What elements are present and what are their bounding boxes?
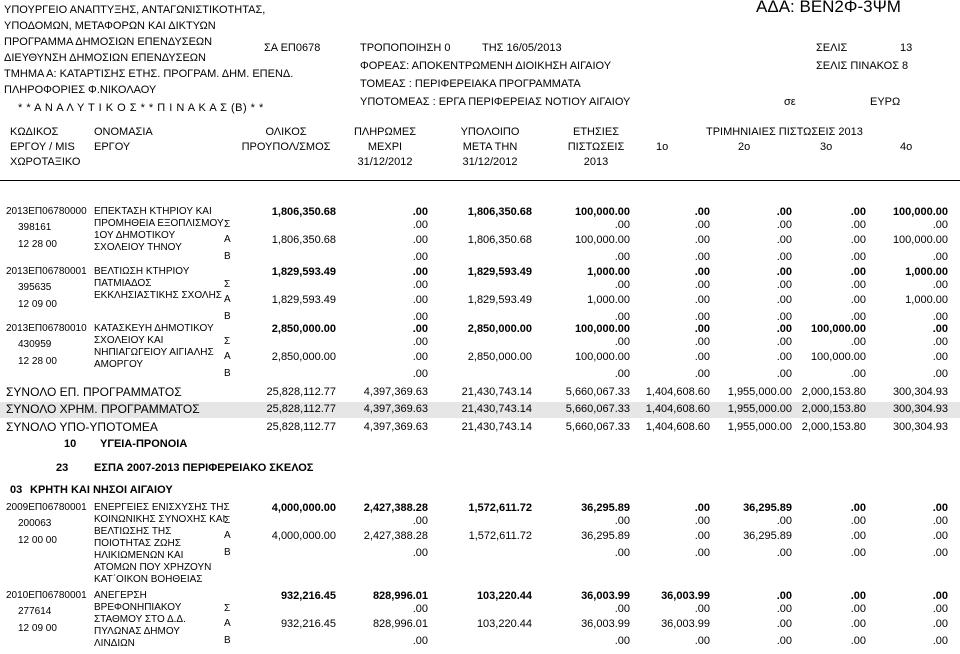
value-cell: .00 xyxy=(614,219,630,231)
project-name-line: ΒΡΕΦΟΝΗΠΙΑΚΟΥ xyxy=(94,602,182,613)
value-cell: .00 xyxy=(850,618,866,630)
project-name-line: ΕΝΕΡΓΕΙΕΣ ΕΝΙΣΧΥΣΗΣ ΤΗΣ xyxy=(94,502,230,513)
value-cell: .00 xyxy=(694,294,710,306)
project-name-line: ΠΟΙΟΤΗΤΑΣ ΖΩΗΣ xyxy=(94,538,181,549)
foreas: ΦΟΡΕΑΣ: ΑΠΟΚΕΝΤΡΩΜΕΝΗ ΔΙΟΙΚΗΣΗ ΑΙΓΑΙΟΥ xyxy=(360,60,612,72)
value-cell: .00 xyxy=(694,336,710,348)
value-cell: .00 xyxy=(694,530,710,542)
value-cell: .00 xyxy=(776,323,792,335)
total-value: 1,404,608.60 xyxy=(645,386,710,398)
project-name-line: ΑΤΟΜΩΝ ΠΟΥ ΧΡΗΖΟΥΝ xyxy=(94,562,212,573)
project-code: 2013ΕΠ06780000 xyxy=(6,206,87,217)
total-value: 4,397,369.63 xyxy=(363,421,428,433)
row-type-marker: Σ xyxy=(224,336,231,347)
currency-prefix: σε xyxy=(784,96,796,108)
value-cell: .00 xyxy=(776,618,792,630)
project-mis: 395635 xyxy=(18,282,52,293)
section-23-title: ΕΣΠΑ 2007-2013 ΠΕΡΙΦΕΡΕΙΑΚΟ ΣΚΕΛΟΣ xyxy=(94,462,314,474)
row-type-marker: Α xyxy=(224,618,231,629)
value-cell: .00 xyxy=(694,515,710,527)
project-name-line: ΣΧΟΛΕΙΟΥ ΚΑΙ xyxy=(94,335,164,346)
project-name-line: ΕΚΚΛΗΣΙΑΣΤΙΚΗΣ ΣΧΟΛΗΣ xyxy=(94,290,222,301)
value-cell: .00 xyxy=(850,515,866,527)
value-cell: .00 xyxy=(776,251,792,263)
row-type-marker: Σ xyxy=(224,603,231,614)
header-rule xyxy=(0,180,960,181)
project-name-line: ΠΑΤΜΙΑΔΟΣ xyxy=(94,278,152,289)
total-value: 1,404,608.60 xyxy=(645,421,710,433)
row-type-marker: Α xyxy=(224,530,231,541)
value-cell: 1,829,593.49 xyxy=(271,266,336,278)
value-cell: 36,003.99 xyxy=(581,618,630,630)
value-cell: .00 xyxy=(614,311,630,323)
value-cell: .00 xyxy=(850,635,866,647)
project-name-line: ΕΠΕΚΤΑΣΗ ΚΤΗΡΙΟΥ ΚΑΙ xyxy=(94,206,212,217)
project-name-line: ΝΗΠΙΑΓΩΓΕΙΟΥ ΑΙΓΙΑΛΗΣ xyxy=(94,347,214,358)
section-03-title: ΚΡΗΤΗ ΚΑΙ ΝΗΣΟΙ ΑΙΓΑΙΟΥ xyxy=(30,484,173,496)
value-cell: 4,000,000.00 xyxy=(271,502,336,514)
total-value: 5,660,067.33 xyxy=(565,421,630,433)
value-cell: 1,000.00 xyxy=(587,266,630,278)
value-cell: .00 xyxy=(614,251,630,263)
value-cell: .00 xyxy=(694,311,710,323)
project-name-line: ΑΜΟΡΓΟΥ xyxy=(94,359,144,370)
value-cell: .00 xyxy=(932,603,948,615)
value-cell: .00 xyxy=(850,206,866,218)
value-cell: 36,295.89 xyxy=(743,502,792,514)
value-cell: .00 xyxy=(776,266,792,278)
col-code-2: ΕΡΓΟΥ / MIS xyxy=(10,141,75,153)
value-cell: .00 xyxy=(932,635,948,647)
tropopoiisi: ΤΡΟΠΟΠΟΙΗΣΗ 0 xyxy=(360,42,451,54)
project-mis: 398161 xyxy=(18,222,52,233)
value-cell: .00 xyxy=(412,323,428,335)
row-type-marker: Β xyxy=(224,311,231,322)
col-remaining-3: 31/12/2012 xyxy=(462,156,518,168)
value-cell: 1,829,593.49 xyxy=(271,294,336,306)
total-value: 300,304.93 xyxy=(892,386,948,398)
row-type-marker: Α xyxy=(224,234,231,245)
value-cell: .00 xyxy=(932,530,948,542)
row-type-marker: Σ xyxy=(224,515,231,526)
value-cell: 103,220.44 xyxy=(476,618,532,630)
col-name-1: ΟΝΟΜΑΣΙΑ xyxy=(94,126,153,138)
col-budget-1: ΟΛΙΚΟΣ xyxy=(265,126,307,138)
col-quarterly: ΤΡΙΜΗΝΙΑΙΕΣ ΠΙΣΤΩΣΕΙΣ 2013 xyxy=(706,126,863,138)
total-value: 1,955,000.00 xyxy=(727,386,792,398)
total-value: 21,430,743.14 xyxy=(461,386,532,398)
total-value: 5,660,067.33 xyxy=(565,386,630,398)
tomeas: ΤΟΜΕΑΣ : ΠΕΡΙΦΕΡΕΙΑΚΑ ΠΡΟΓΡΑΜΜΑΤΑ xyxy=(360,78,581,90)
value-cell: .00 xyxy=(932,336,948,348)
total-value: 25,828,112.77 xyxy=(266,403,336,415)
col-annual-2: ΠΙΣΤΩΣΕΙΣ xyxy=(567,141,625,153)
value-cell: 103,220.44 xyxy=(476,590,532,602)
value-cell: 36,003.99 xyxy=(581,590,630,602)
value-cell: .00 xyxy=(412,294,428,306)
value-cell: .00 xyxy=(694,266,710,278)
row-type-marker: Α xyxy=(224,294,231,305)
selis-pinakos-label: ΣΕΛΙΣ ΠΙΝΑΚΟΣ xyxy=(816,60,900,72)
currency-label: ΕΥΡΩ xyxy=(870,96,901,108)
total-value: 4,397,369.63 xyxy=(363,386,428,398)
value-cell: 36,003.99 xyxy=(661,618,710,630)
project-name-line: ΗΛΙΚΙΩΜΕΝΩΝ ΚΑΙ xyxy=(94,550,184,561)
value-cell: .00 xyxy=(412,515,428,527)
project-mis: 277614 xyxy=(18,606,52,617)
ministry-line-1: ΥΠΟΥΡΓΕΙΟ ΑΝΑΠΤΥΞΗΣ, ΑΝΤΑΓΩΝΙΣΤΙΚΟΤΗΤΑΣ, xyxy=(4,4,266,16)
ministry-line-4: ΔΙΕΥΘΥΝΣΗ ΔΗΜΟΣΙΩΝ ΕΠΕΝΔΥΣΕΩΝ xyxy=(4,52,206,64)
col-paid-1: ΠΛΗΡΩΜΕΣ xyxy=(353,126,417,138)
value-cell: .00 xyxy=(850,368,866,380)
project-mis: 430959 xyxy=(18,339,52,350)
value-cell: 2,427,388.28 xyxy=(363,502,428,514)
value-cell: 100,000.00 xyxy=(574,206,630,218)
value-cell: .00 xyxy=(932,515,948,527)
value-cell: .00 xyxy=(776,279,792,291)
value-cell: 1,829,593.49 xyxy=(467,266,532,278)
value-cell: .00 xyxy=(776,294,792,306)
value-cell: .00 xyxy=(776,351,792,363)
total-value: 2,000,153.80 xyxy=(801,403,866,415)
project-code: 2013ΕΠ06780010 xyxy=(6,323,87,334)
row-type-marker: Α xyxy=(224,351,231,362)
value-cell: 2,850,000.00 xyxy=(467,351,532,363)
project-name-line: ΚΑΤ΄ΟΙΚΟΝ ΒΟΗΘΕΙΑΣ xyxy=(94,574,203,585)
value-cell: 828,996.01 xyxy=(372,618,428,630)
value-cell: .00 xyxy=(776,368,792,380)
value-cell: .00 xyxy=(694,603,710,615)
project-area: 12 09 00 xyxy=(18,299,57,310)
value-cell: 36,295.89 xyxy=(581,530,630,542)
value-cell: 4,000,000.00 xyxy=(271,530,336,542)
total-value: 4,397,369.63 xyxy=(363,403,428,415)
project-mis: 200063 xyxy=(18,518,52,529)
value-cell: .00 xyxy=(932,323,948,335)
row-type-marker: Β xyxy=(224,635,231,646)
value-cell: 828,996.01 xyxy=(372,590,428,602)
value-cell: 1,000.00 xyxy=(587,294,630,306)
value-cell: .00 xyxy=(412,219,428,231)
value-cell: .00 xyxy=(614,368,630,380)
value-cell: .00 xyxy=(932,219,948,231)
value-cell: .00 xyxy=(850,603,866,615)
col-paid-2: ΜΕΧΡΙ xyxy=(367,141,403,153)
project-name-line: ΒΕΛΤΙΩΣΗΣ ΤΗΣ xyxy=(94,526,172,537)
project-name-line: ΚΟΙΝΩΝΙΚΗΣ ΣΥΝΟΧΗΣ ΚΑΙ xyxy=(94,514,226,525)
ministry-line-6: ΠΛΗΡΟΦΟΡΙΕΣ Φ.ΝΙΚΟΛΑΟΥ xyxy=(4,84,157,96)
value-cell: .00 xyxy=(932,547,948,559)
project-area: 12 28 00 xyxy=(18,356,57,367)
value-cell: .00 xyxy=(614,515,630,527)
value-cell: 1,829,593.49 xyxy=(467,294,532,306)
project-name-line: ΠΡΟΜΗΘΕΙΑ ΕΞΟΠΛΙΣΜΟΥ xyxy=(94,218,224,229)
total-label: ΣΥΝΟΛΟ ΧΡΗΜ. ΠΡΟΓΡΑΜΜΑΤΟΣ xyxy=(6,402,200,416)
value-cell: .00 xyxy=(614,279,630,291)
value-cell: 100,000.00 xyxy=(574,323,630,335)
value-cell: 932,216.45 xyxy=(280,590,336,602)
col-q4: 4ο xyxy=(900,141,913,153)
value-cell: .00 xyxy=(850,530,866,542)
value-cell: 100,000.00 xyxy=(574,234,630,246)
value-cell: .00 xyxy=(412,603,428,615)
value-cell: 1,000.00 xyxy=(905,294,948,306)
project-code: 2009ΕΠ06780001 xyxy=(6,502,87,513)
value-cell: .00 xyxy=(694,502,710,514)
value-cell: .00 xyxy=(850,219,866,231)
section-23-num: 23 xyxy=(56,462,69,474)
sa-code: ΣΑ ΕΠ0678 xyxy=(264,42,321,54)
value-cell: .00 xyxy=(694,279,710,291)
ministry-line-3: ΠΡΟΓΡΑΜΜΑ ΔΗΜΟΣΙΩΝ ΕΠΕΝΔΥΣΕΩΝ xyxy=(4,36,213,48)
col-q3: 3ο xyxy=(820,141,833,153)
ypotomeas: ΥΠΟΤΟΜΕΑΣ : ΕΡΓΑ ΠΕΡΙΦΕΡΕΙΑΣ ΝΟΤΙΟΥ ΑΙΓΑΙΟΥ xyxy=(360,96,631,108)
total-value: 2,000,153.80 xyxy=(801,421,866,433)
col-remaining-2: ΜΕΤΑ ΤΗΝ xyxy=(462,141,518,153)
selis-pinakos-value: 8 xyxy=(902,60,909,72)
value-cell: .00 xyxy=(412,547,428,559)
value-cell: 2,850,000.00 xyxy=(467,323,532,335)
value-cell: 1,806,350.68 xyxy=(271,206,336,218)
value-cell: 100,000.00 xyxy=(892,206,948,218)
total-value: 25,828,112.77 xyxy=(266,386,336,398)
project-name-line: ΑΝΕΓΕΡΣΗ xyxy=(94,590,147,601)
value-cell: .00 xyxy=(932,502,948,514)
value-cell: .00 xyxy=(694,219,710,231)
project-name-line: ΠΥΛΩΝΑΣ ΔΗΜΟΥ xyxy=(94,626,180,637)
section-03-num: 03 xyxy=(10,484,23,496)
total-value: 300,304.93 xyxy=(892,403,948,415)
col-q1: 1ο xyxy=(656,141,669,153)
value-cell: .00 xyxy=(776,635,792,647)
value-cell: .00 xyxy=(412,336,428,348)
value-cell: 1,572,611.72 xyxy=(468,502,532,514)
value-cell: .00 xyxy=(850,336,866,348)
section-10-num: 10 xyxy=(64,438,77,450)
value-cell: .00 xyxy=(614,547,630,559)
value-cell: 1,806,350.68 xyxy=(271,234,336,246)
row-type-marker: Σ xyxy=(224,219,231,230)
value-cell: .00 xyxy=(776,547,792,559)
total-value: 2,000,153.80 xyxy=(801,386,866,398)
col-remaining-1: ΥΠΟΛΟΙΠΟ xyxy=(460,126,520,138)
total-value: 21,430,743.14 xyxy=(461,421,532,433)
col-budget-2: ΠΡΟΥΠΟΛ/ΣΜΟΣ xyxy=(241,141,331,153)
col-name-2: ΕΡΓΟΥ xyxy=(94,141,131,153)
value-cell: .00 xyxy=(412,635,428,647)
value-cell: .00 xyxy=(694,323,710,335)
value-cell: .00 xyxy=(850,279,866,291)
total-value: 21,430,743.14 xyxy=(461,403,532,415)
value-cell: .00 xyxy=(694,206,710,218)
value-cell: 1,572,611.72 xyxy=(468,530,532,542)
total-label: ΣΥΝΟΛΟ ΕΠ. ΠΡΟΓΡΑΜΜΑΤΟΣ xyxy=(6,385,182,399)
row-type-marker: Β xyxy=(224,368,231,379)
value-cell: 100,000.00 xyxy=(892,234,948,246)
col-code-1: ΚΩΔΙΚΟΣ xyxy=(10,126,59,138)
value-cell: .00 xyxy=(614,635,630,647)
value-cell: .00 xyxy=(776,515,792,527)
value-cell: .00 xyxy=(412,368,428,380)
value-cell: .00 xyxy=(932,279,948,291)
value-cell: .00 xyxy=(694,351,710,363)
total-value: 25,828,112.77 xyxy=(266,421,336,433)
total-value: 1,404,608.60 xyxy=(645,403,710,415)
value-cell: .00 xyxy=(932,251,948,263)
selis-label: ΣΕΛΙΣ xyxy=(816,42,848,54)
project-name-line: ΣΧΟΛΕΙΟΥ ΤΗΝΟΥ xyxy=(94,242,182,253)
total-value: 1,955,000.00 xyxy=(727,403,792,415)
value-cell: .00 xyxy=(850,234,866,246)
value-cell: .00 xyxy=(412,266,428,278)
col-paid-3: 31/12/2012 xyxy=(357,156,413,168)
selis-value: 13 xyxy=(900,42,913,54)
value-cell: .00 xyxy=(776,206,792,218)
row-type-marker: Σ xyxy=(224,279,231,290)
col-q2: 2ο xyxy=(738,141,751,153)
value-cell: .00 xyxy=(776,590,792,602)
col-code-3: ΧΩΡΟΤΑΞΙΚΟ xyxy=(10,156,81,168)
value-cell: .00 xyxy=(412,311,428,323)
value-cell: .00 xyxy=(850,266,866,278)
value-cell: .00 xyxy=(932,618,948,630)
value-cell: .00 xyxy=(850,294,866,306)
value-cell: .00 xyxy=(694,234,710,246)
col-annual-3: 2013 xyxy=(583,156,609,168)
row-type-marker: Β xyxy=(224,251,231,262)
value-cell: .00 xyxy=(776,603,792,615)
value-cell: .00 xyxy=(850,311,866,323)
analysis-title: * * Α Ν Α Λ Υ Τ Ι Κ Ο Σ * * Π Ι Ν Α Κ Α Σ (Β) * * xyxy=(18,102,264,114)
project-name-line: ΒΕΛΤΙΩΣΗ ΚΤΗΡΙΟΥ xyxy=(94,266,190,277)
value-cell: 1,000.00 xyxy=(905,266,948,278)
total-value: 5,660,067.33 xyxy=(565,403,630,415)
col-annual-1: ΕΤΗΣΙΕΣ xyxy=(573,126,619,138)
value-cell: .00 xyxy=(694,368,710,380)
value-cell: 2,850,000.00 xyxy=(271,351,336,363)
row-type-marker: Β xyxy=(224,547,231,558)
ministry-line-5: ΤΜΗΜΑ Α: ΚΑΤΑΡΤΙΣΗΣ ΕΤΗΣ. ΠΡΟΓΡΑΜ. ΔΗΜ. ΕΠΕΝΔ. xyxy=(4,68,294,80)
project-name-line: ΛΙΝΔΙΩΝ xyxy=(94,638,135,649)
value-cell: .00 xyxy=(932,368,948,380)
value-cell: .00 xyxy=(776,234,792,246)
value-cell: .00 xyxy=(412,351,428,363)
value-cell: .00 xyxy=(850,590,866,602)
value-cell: 1,806,350.68 xyxy=(467,206,532,218)
total-value: 1,955,000.00 xyxy=(727,421,792,433)
value-cell: .00 xyxy=(850,547,866,559)
value-cell: .00 xyxy=(776,336,792,348)
value-cell: .00 xyxy=(694,251,710,263)
tropopoiisi-date: ΤΗΣ 16/05/2013 xyxy=(482,42,562,54)
total-value: 300,304.93 xyxy=(892,421,948,433)
value-cell: .00 xyxy=(412,206,428,218)
value-cell: .00 xyxy=(412,279,428,291)
value-cell: .00 xyxy=(850,502,866,514)
value-cell: 36,295.89 xyxy=(581,502,630,514)
value-cell: .00 xyxy=(932,590,948,602)
value-cell: .00 xyxy=(614,603,630,615)
value-cell: .00 xyxy=(850,251,866,263)
value-cell: .00 xyxy=(694,547,710,559)
project-area: 12 09 00 xyxy=(18,623,57,634)
value-cell: .00 xyxy=(694,635,710,647)
value-cell: 100,000.00 xyxy=(574,351,630,363)
value-cell: .00 xyxy=(932,311,948,323)
project-name-line: 1ΟΥ ΔΗΜΟΤΙΚΟΥ xyxy=(94,230,176,241)
value-cell: 36,003.99 xyxy=(661,590,710,602)
value-cell: 2,850,000.00 xyxy=(271,323,336,335)
ministry-line-2: ΥΠΟΔΟΜΩΝ, ΜΕΤΑΦΟΡΩΝ ΚΑΙ ΔΙΚΤΥΩΝ xyxy=(4,20,216,32)
project-code: 2010ΕΠ06780001 xyxy=(6,590,87,601)
project-area: 12 00 00 xyxy=(18,535,57,546)
value-cell: .00 xyxy=(932,351,948,363)
value-cell: .00 xyxy=(776,219,792,231)
value-cell: 100,000.00 xyxy=(810,323,866,335)
total-label: ΣΥΝΟΛΟ ΥΠΟ-ΥΠΟΤΟΜΕΑ xyxy=(6,420,158,434)
project-area: 12 28 00 xyxy=(18,239,57,250)
value-cell: 36,295.89 xyxy=(743,530,792,542)
ada-code: ΑΔΑ: ΒΕΝ2Φ-3ΨΜ xyxy=(756,0,901,16)
value-cell: .00 xyxy=(614,336,630,348)
value-cell: 1,806,350.68 xyxy=(467,234,532,246)
project-code: 2013ΕΠ06780001 xyxy=(6,266,87,277)
value-cell: 2,427,388.28 xyxy=(363,530,428,542)
project-name-line: ΣΤΑΘΜΟΥ ΣΤΟ Δ.Δ. xyxy=(94,614,186,625)
value-cell: 100,000.00 xyxy=(810,351,866,363)
value-cell: .00 xyxy=(776,311,792,323)
value-cell: .00 xyxy=(412,251,428,263)
value-cell: 932,216.45 xyxy=(280,618,336,630)
section-10-title: ΥΓΕΙΑ-ΠΡΟΝΟΙΑ xyxy=(100,438,188,450)
project-name-line: ΚΑΤΑΣΚΕΥΗ ΔΗΜΟΤΙΚΟΥ xyxy=(94,323,214,334)
value-cell: .00 xyxy=(412,234,428,246)
